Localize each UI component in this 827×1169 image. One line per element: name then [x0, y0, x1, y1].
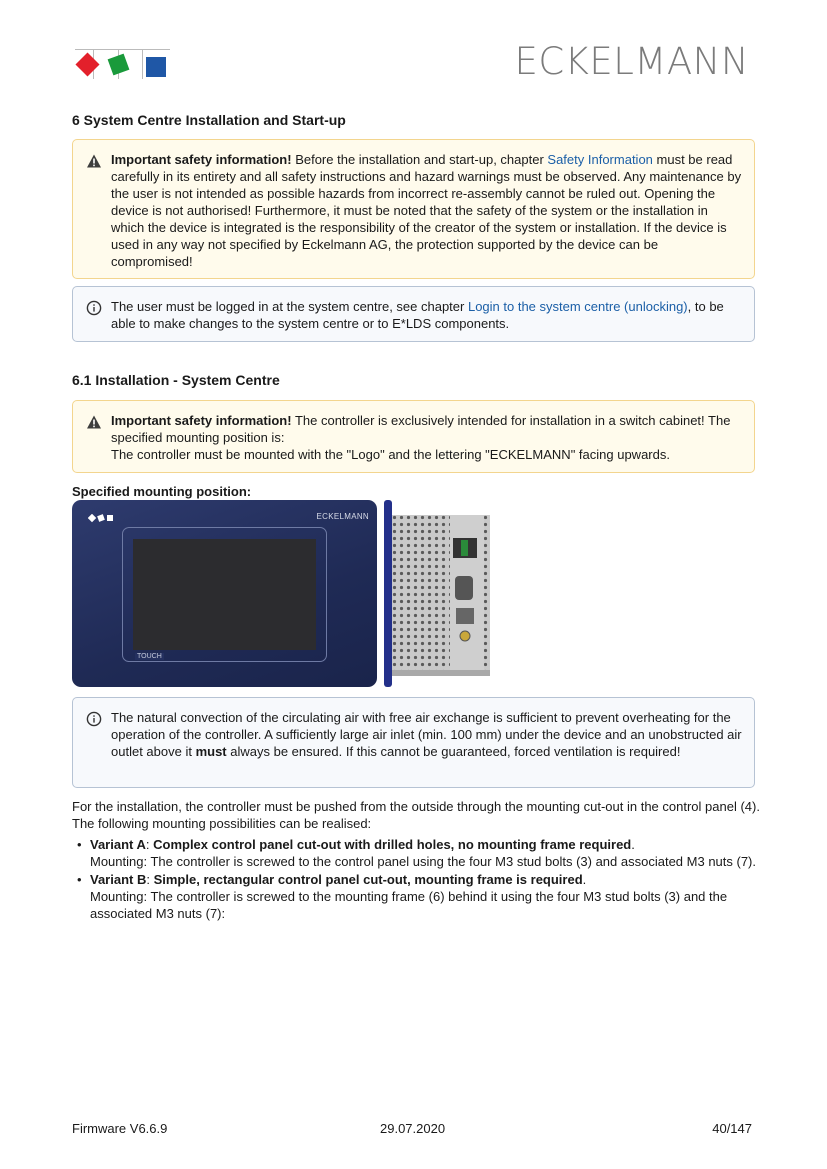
warning-icon: [86, 153, 102, 169]
safety-warning-box: [72, 139, 755, 279]
login-system-centre-link[interactable]: Login to the system centre (unlocking): [467, 299, 688, 314]
section-6-1-title: 6.1 Installation - System Centre: [72, 372, 280, 388]
list-item: • Variant A: Complex control panel cut-out with drilled holes, no mounting frame required. Mounting: The controller is screwed to the control panel using the four M3 stud bolts (3) and associated M3 nuts (7).: [90, 836, 780, 870]
warning-lead: Important safety information!: [111, 152, 292, 167]
installation-paragraph: For the installation, the controller must be pushed from the outside through the mounting cut-out in the control panel (4). The following mounting possibilities can be realised:: [72, 799, 760, 831]
device-brand: ECKELMANN: [316, 512, 369, 521]
mounting-warning-box: [72, 400, 755, 473]
info-icon: [86, 300, 102, 316]
safety-information-link[interactable]: Safety Information: [547, 152, 653, 167]
mounting-variants-list: [72, 836, 780, 923]
login-info-text: The user must be logged in at the system centre, see chapter Login to the system centre (unlocking), to be able to make changes to the system centre or to E*LDS components.: [111, 299, 724, 331]
info-icon: [86, 711, 102, 727]
mounting-warning-text: Important safety information! The controller is exclusively intended for installation in a switch cabinet! The specified mounting position is: The controller must be mounted with the "Logo" and the lettering "ECKELMANN" facing upwards.: [111, 413, 731, 462]
footer-date: 29.07.2020: [380, 1121, 446, 1136]
ventilation-info-box: [72, 697, 755, 788]
safety-warning-text: Important safety information! Before the installation and start-up, chapter Safety Information must be read carefully in its entirety and all safety instructions and hazard warnings must be observed. Any maintenance by the user is not intended as possible hazards from incorrect re-assembly cannot be ruled out. Opening the device is not authorised! Furthermore, it must be noted that the safety of the system or the installation in which the device is integrated is the responsibility of the creator of the system or installation. If the device is used in any way not specified by Eckelmann AG, the protection supported by the device can be compromised!: [111, 152, 742, 269]
controller-side-image: [384, 500, 490, 687]
list-item: • Variant B: Simple, rectangular control panel cut-out, mounting frame is required. Mounting: The controller is screwed to the mounting frame (6) behind it using the four M3 stud bolts (3) and the associated M3 nuts (7):: [90, 871, 780, 922]
footer-page-number: 40/147: [712, 1121, 752, 1136]
device-logo-icon: [88, 514, 114, 523]
warning-icon: [86, 414, 102, 430]
touch-label: TOUCH: [137, 653, 162, 660]
ventilation-info-text: The natural convection of the circulating air with free air exchange is sufficient to prevent overheating for the operation of the controller. A sufficiently large air inlet (min. 100 mm) under the device and an unobstructed air outlet above it must always be ensured. If this cannot be guaranteed, forced ventilation is required!: [111, 710, 742, 759]
login-info-box: [72, 286, 755, 342]
controller-front-image: [72, 500, 377, 687]
section-6-title: 6 System Centre Installation and Start-up: [72, 112, 346, 128]
brand-wordmark: ECKELMANN: [514, 40, 749, 83]
eckelmann-logo-squares: [75, 45, 170, 80]
figure-caption: Specified mounting position:: [72, 484, 252, 499]
footer-firmware: Firmware V6.6.9: [72, 1121, 168, 1136]
touch-display: [133, 539, 316, 650]
